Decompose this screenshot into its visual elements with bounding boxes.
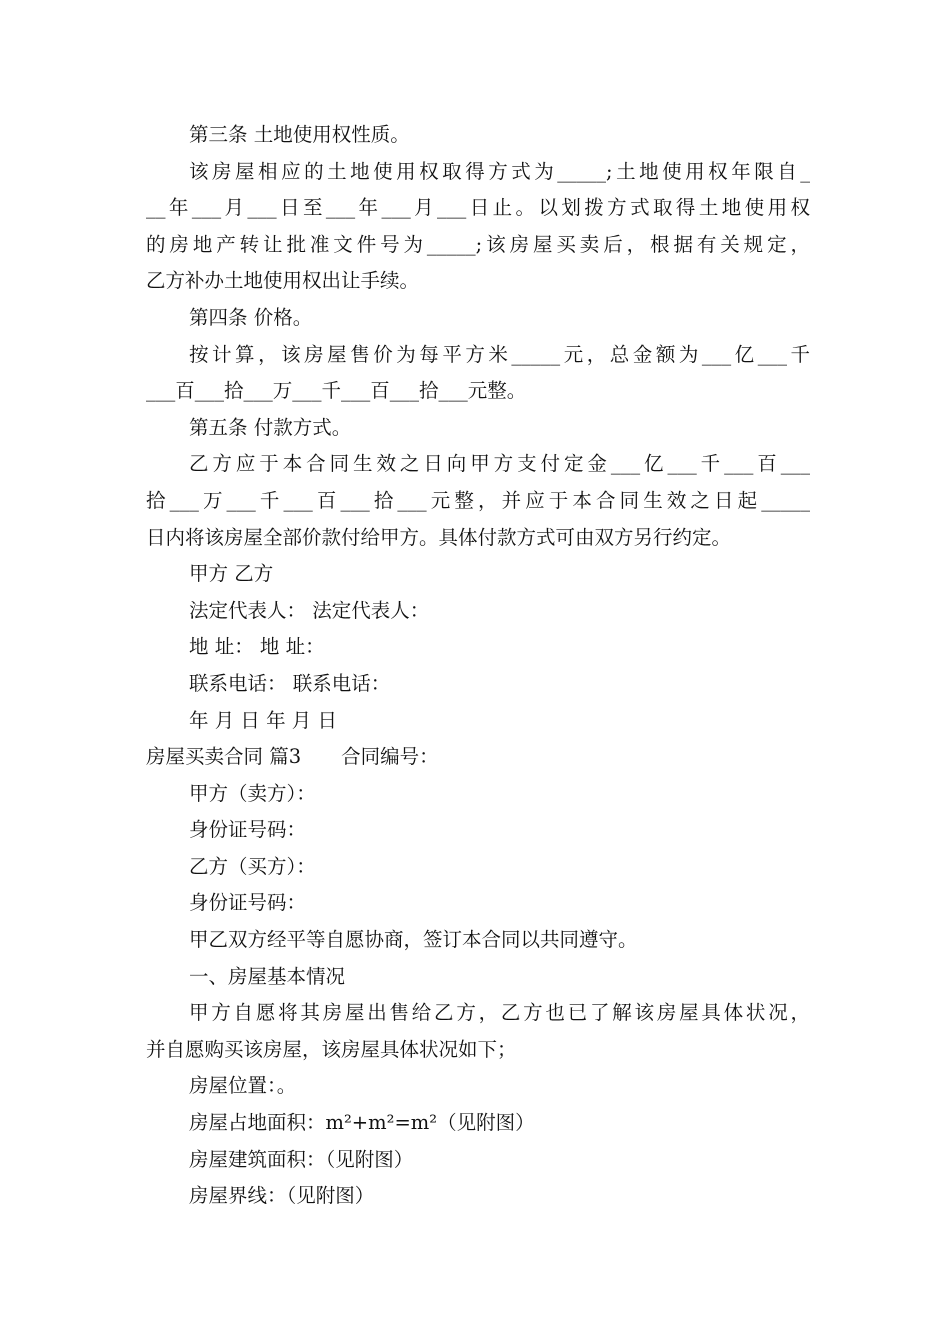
text-line: 第五条 付款方式。: [189, 415, 352, 439]
text-line: 乙方应于本合同生效之日向甲方支付定金___亿___千___百___: [189, 452, 810, 476]
text-line: 该房屋相应的土地使用权取得方式为_____;土地使用权年限自_: [189, 159, 810, 183]
section-title: 房屋买卖合同 篇3: [146, 745, 302, 769]
text-line: 法定代表人： 法定代表人：: [189, 598, 430, 622]
contract-number-label: 合同编号：: [341, 745, 439, 769]
text-line: __年___月___日至___年___月___日止。以划拨方式取得土地使用权: [146, 196, 810, 220]
text-line: 第三条 土地使用权性质。: [189, 123, 410, 146]
text-line: 甲方自愿将其房屋出售给乙方，乙方也已了解该房屋具体状况，: [189, 1001, 810, 1025]
text-line: 一、房屋基本情况: [189, 964, 346, 988]
text-line: 乙方（买方）：: [189, 854, 316, 878]
text-line: 乙方补办土地使用权出让手续。: [146, 269, 420, 293]
section-heading-line: [146, 739, 810, 776]
text-line: 房屋界线：（见附图）: [189, 1184, 375, 1208]
text-line: 日内将该房屋全部价款付给甲方。具体付款方式可由双方另行约定。: [146, 525, 732, 549]
text-line: 联系电话： 联系电话：: [189, 671, 391, 695]
text-line: 拾___万___千___百___拾___元整，并应于本合同生效之日起_____: [146, 488, 810, 512]
text-line: 身份证号码：: [189, 818, 307, 842]
contract-body-block: [146, 776, 810, 1215]
text-line: 甲方（卖方）：: [189, 781, 316, 805]
text-line: 身份证号码：: [189, 891, 307, 915]
document-page: [146, 117, 810, 1215]
contract-clauses-block: [146, 117, 810, 739]
text-line: 年 月 日 年 月 日: [189, 708, 337, 732]
text-line: 甲方 乙方: [189, 562, 274, 586]
text-line: 的房地产转让批准文件号为_____;该房屋买卖后，根据有关规定，: [146, 232, 810, 256]
text-line: 并自愿购买该房屋，该房屋具体状况如下；: [146, 1037, 517, 1061]
text-line: 甲乙双方经平等自愿协商，签订本合同以共同遵守。: [189, 928, 638, 952]
text-line: 房屋建筑面积：（见附图）: [189, 1147, 414, 1171]
text-line: 第四条 价格。: [189, 305, 313, 329]
text-line: 按计算，该房屋售价为每平方米_____元，总金额为___亿___千: [189, 342, 810, 366]
text-line: 地 址： 地 址：: [189, 635, 325, 659]
text-line: 房屋占地面积：m²+m²=m²（见附图）: [189, 1111, 535, 1135]
text-line: 房屋位置：。: [189, 1074, 297, 1098]
text-line: ___百___拾___万___千___百___拾___元整。: [146, 379, 527, 403]
